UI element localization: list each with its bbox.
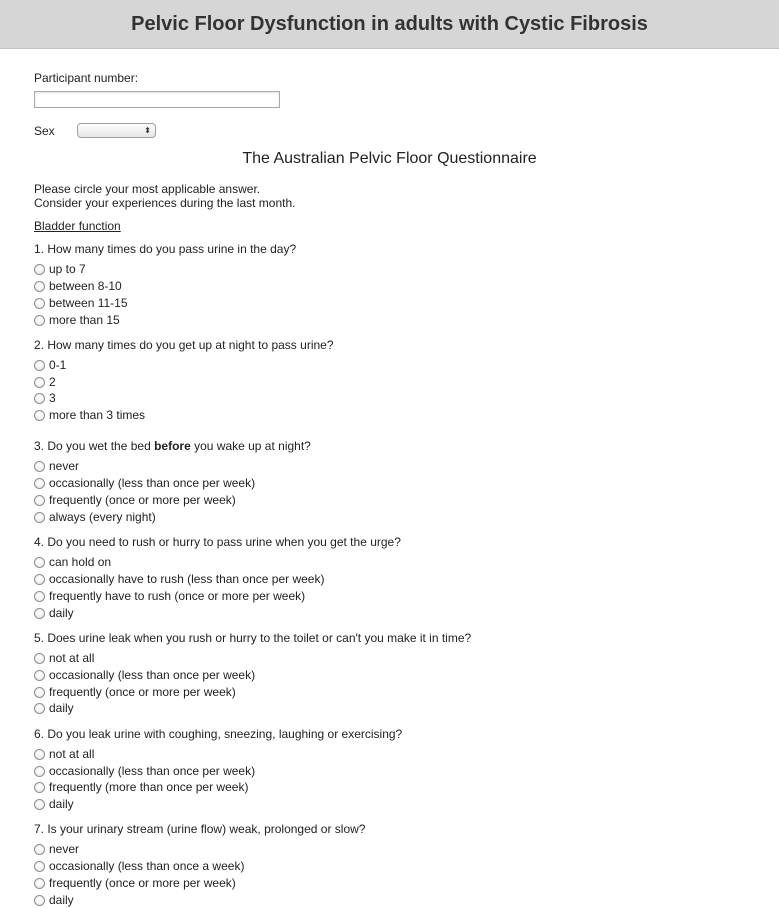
page-title: Pelvic Floor Dysfunction in adults with Cystic Fibrosis	[131, 12, 648, 35]
question-6: 6. Do you leak urine with coughing, sneezing, laughing or exercising?	[34, 727, 403, 741]
radio-button[interactable]	[34, 377, 45, 388]
radio-button[interactable]	[34, 782, 45, 793]
option-label: 3	[49, 391, 56, 405]
question-3-option-2[interactable]	[34, 476, 255, 490]
radio-button[interactable]	[34, 478, 45, 489]
option-label: not at all	[49, 747, 95, 761]
question-1-option-1[interactable]	[34, 262, 86, 276]
question-3-option-3[interactable]	[34, 493, 236, 507]
option-label: more than 15	[49, 313, 120, 327]
question-1-option-4[interactable]	[34, 313, 120, 327]
question-1-option-3[interactable]	[34, 296, 128, 310]
radio-button[interactable]	[34, 410, 45, 421]
radio-button[interactable]	[34, 281, 45, 292]
question-4-option-1[interactable]	[34, 555, 111, 569]
option-label: can hold on	[49, 555, 112, 569]
question-2-option-3[interactable]	[34, 391, 56, 405]
question-3-text-after: you wake up at night?	[190, 439, 311, 453]
question-4-option-4[interactable]	[34, 606, 74, 620]
radio-button[interactable]	[34, 360, 45, 371]
radio-button[interactable]	[34, 298, 45, 309]
option-label: daily	[49, 606, 74, 620]
question-7-option-3[interactable]	[34, 876, 236, 890]
option-label: 2	[49, 375, 56, 389]
question-3-text-bold: before	[154, 439, 191, 453]
question-7-option-1[interactable]	[34, 842, 79, 856]
question-6-option-3[interactable]	[34, 780, 248, 794]
question-6-option-1[interactable]	[34, 747, 94, 761]
participant-number-input[interactable]	[34, 91, 280, 108]
radio-button[interactable]	[34, 557, 45, 568]
sex-label: Sex	[34, 124, 55, 138]
instruction-line-1: Please circle your most applicable answer.	[34, 182, 261, 196]
radio-button[interactable]	[34, 574, 45, 585]
option-label: between 11-15	[49, 296, 128, 310]
option-label: daily	[49, 893, 74, 907]
option-label: occasionally (less than once a week)	[49, 859, 245, 873]
option-label: never	[49, 842, 80, 856]
question-1-option-2[interactable]	[34, 279, 122, 293]
instruction-line-2: Consider your experiences during the last month.	[34, 196, 296, 210]
option-label: occasionally (less than once per week)	[49, 764, 256, 778]
questionnaire-title: The Australian Pelvic Floor Questionnaire	[242, 150, 537, 167]
radio-button[interactable]	[34, 315, 45, 326]
radio-button[interactable]	[34, 703, 45, 714]
question-3-option-4[interactable]	[34, 510, 156, 524]
option-label: occasionally (less than once per week)	[49, 476, 256, 490]
question-7-option-4[interactable]	[34, 893, 74, 907]
question-2-option-2[interactable]	[34, 375, 56, 389]
radio-button[interactable]	[34, 844, 45, 855]
option-label: between 8-10	[49, 279, 122, 293]
option-label: frequently have to rush (once or more per week)	[49, 589, 306, 603]
page-header	[0, 0, 779, 49]
option-label: never	[49, 459, 80, 473]
radio-button[interactable]	[34, 393, 45, 404]
question-5: 5. Does urine leak when you rush or hurry to the toilet or can't you make it in time?	[34, 631, 472, 645]
option-label: frequently (more than once per week)	[49, 780, 249, 794]
radio-button[interactable]	[34, 878, 45, 889]
radio-button[interactable]	[34, 264, 45, 275]
radio-button[interactable]	[34, 861, 45, 872]
select-arrows-icon: ⬍	[144, 126, 151, 135]
question-7-option-2[interactable]	[34, 859, 244, 873]
question-6-option-4[interactable]	[34, 797, 74, 811]
option-label: always (every night)	[49, 510, 156, 524]
option-label: occasionally (less than once per week)	[49, 668, 256, 682]
radio-button[interactable]	[34, 749, 45, 760]
option-label: frequently (once or more per week)	[49, 685, 236, 699]
radio-button[interactable]	[34, 766, 45, 777]
option-label: up to 7	[49, 262, 86, 276]
radio-button[interactable]	[34, 670, 45, 681]
radio-button[interactable]	[34, 895, 45, 906]
participant-number-label: Participant number:	[34, 71, 139, 85]
option-label: daily	[49, 701, 74, 715]
radio-button[interactable]	[34, 461, 45, 472]
option-label: not at all	[49, 651, 95, 665]
sex-select[interactable]	[77, 123, 156, 138]
radio-button[interactable]	[34, 591, 45, 602]
radio-button[interactable]	[34, 687, 45, 698]
option-label: 0-1	[49, 358, 67, 372]
question-2-option-1[interactable]	[34, 358, 66, 372]
question-5-option-2[interactable]	[34, 668, 255, 682]
radio-button[interactable]	[34, 608, 45, 619]
option-label: daily	[49, 797, 74, 811]
question-5-option-4[interactable]	[34, 701, 74, 715]
question-3-text-before: 3. Do you wet the bed	[34, 439, 155, 453]
radio-button[interactable]	[34, 495, 45, 506]
question-4: 4. Do you need to rush or hurry to pass urine when you get the urge?	[34, 535, 401, 549]
option-label: frequently (once or more per week)	[49, 876, 236, 890]
option-label: frequently (once or more per week)	[49, 493, 236, 507]
question-5-option-1[interactable]	[34, 651, 94, 665]
question-1: 1. How many times do you pass urine in the day?	[34, 242, 297, 256]
option-label: more than 3 times	[49, 408, 146, 422]
question-3	[34, 439, 311, 453]
option-label: occasionally have to rush (less than once per week)	[49, 572, 325, 586]
radio-button[interactable]	[34, 653, 45, 664]
question-2-option-4[interactable]	[34, 408, 145, 422]
question-2: 2. How many times do you get up at night to pass urine?	[34, 338, 334, 352]
question-3-option-1[interactable]	[34, 459, 79, 473]
question-7: 7. Is your urinary stream (urine flow) weak, prolonged or slow?	[34, 822, 366, 836]
radio-button[interactable]	[34, 799, 45, 810]
section-heading-bladder: Bladder function	[34, 219, 121, 233]
radio-button[interactable]	[34, 512, 45, 523]
question-6-option-2[interactable]	[34, 764, 255, 778]
question-5-option-3[interactable]	[34, 685, 236, 699]
question-4-option-2[interactable]	[34, 572, 324, 586]
question-4-option-3[interactable]	[34, 589, 305, 603]
